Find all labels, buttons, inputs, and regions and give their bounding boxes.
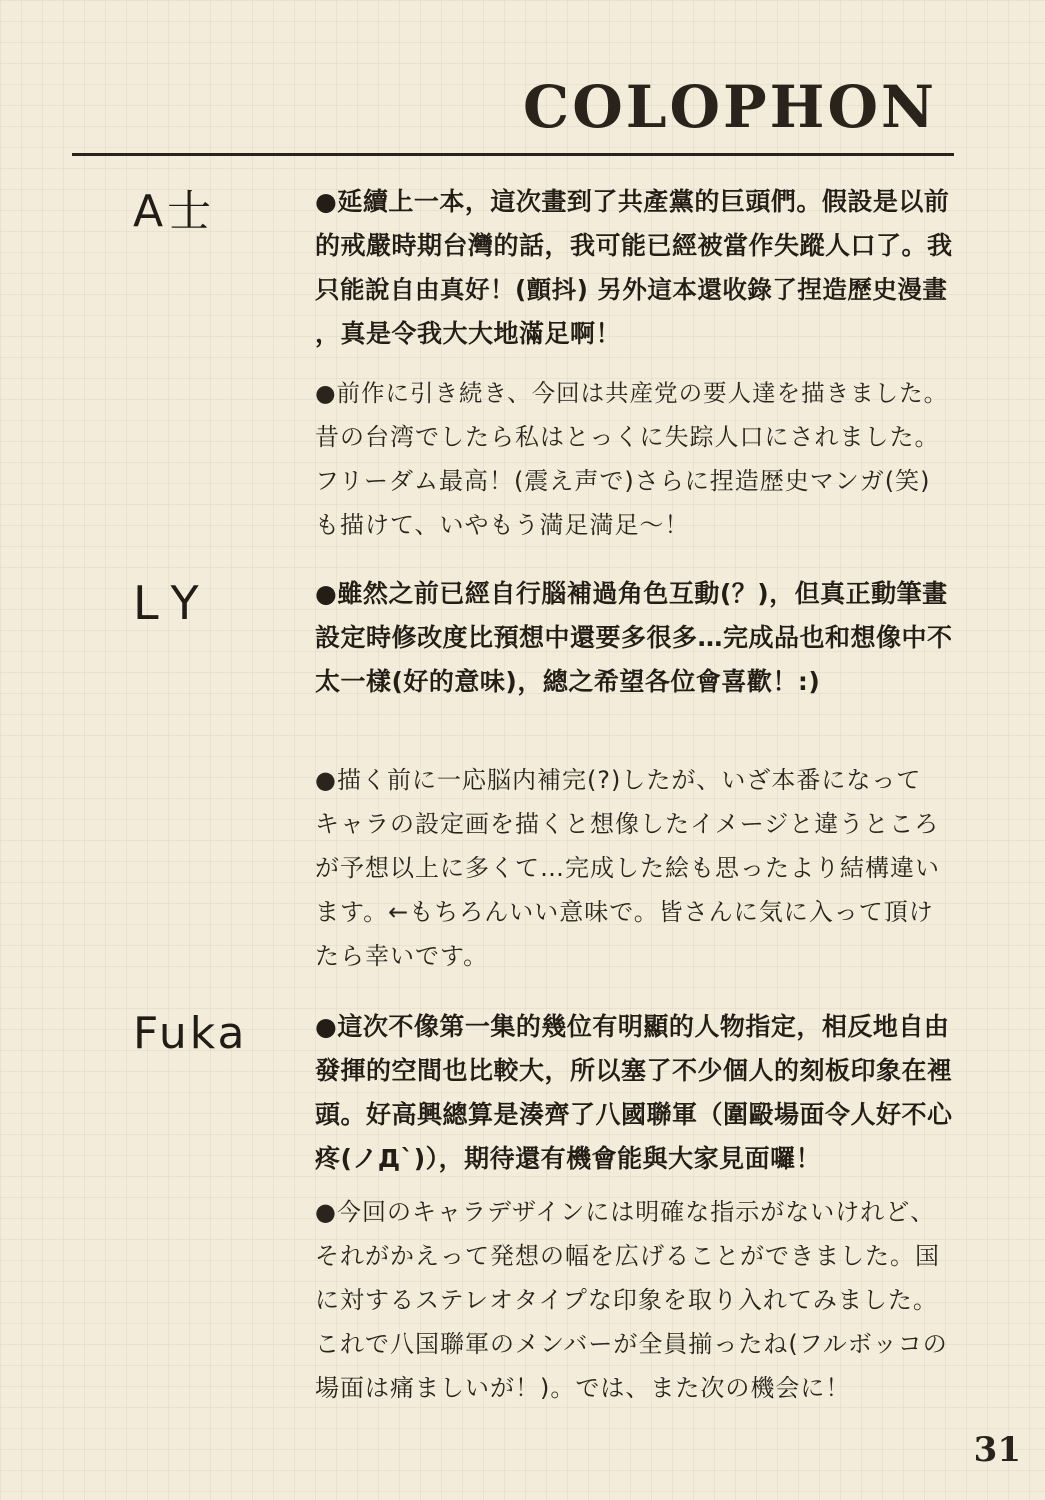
text-line: 頭。好高興總算是湊齊了八國聯軍（圍毆場面令人好不心 (315, 1100, 953, 1129)
text-line: ●這次不像第一集的幾位有明顯的人物指定，相反地自由 (315, 1012, 950, 1041)
author-ly-chinese-note (315, 572, 955, 704)
text-line: 太一樣(好的意味)，總之希望各位會喜歡！:) (315, 667, 821, 696)
text-line: に対するステレオタイプな印象を取り入れてみました。 (315, 1286, 938, 1314)
text-line: 只能說自由真好！(顫抖) 另外這本還收錄了捏造歷史漫畫 (315, 275, 948, 304)
text-line: ます。←もちろんいい意味で。皆さんに気に入って頂け (315, 898, 934, 926)
text-line: 場面は痛ましいが！)。では、また次の機会に！ (315, 1374, 851, 1402)
text-line: 疼(ノД`)），期待還有機會能與大家見面囉！ (315, 1144, 822, 1173)
author-ly-japanese-note (315, 758, 955, 978)
text-line: 設定時修改度比預想中還要多很多…完成品也和想像中不 (315, 623, 953, 652)
text-line: フリーダム最高！(震え声で)さらに捏造歴史マンガ(笑) (315, 467, 931, 495)
text-line: これで八国聯軍のメンバーが全員揃ったね(フルボッコの (315, 1330, 948, 1358)
text-line: が予想以上に多くて…完成した絵も思ったより結構違い (315, 854, 940, 882)
author-a-chinese-note (315, 180, 955, 356)
author-a-japanese-note (315, 371, 955, 547)
author-name-fuka: Fuka (133, 1008, 248, 1059)
text-line: ●今回のキャラデザインには明確な指示がないけれど、 (315, 1198, 936, 1226)
author-name-ly: LY (133, 576, 217, 630)
text-line: も描けて、いやもう満足満足～！ (315, 511, 690, 539)
text-line: 昔の台湾でしたら私はとっくに失踪人口にされました。 (315, 423, 940, 451)
text-line: ●延續上一本，這次畫到了共產黨的巨頭們。假設是以前 (315, 187, 950, 216)
text-line: ●前作に引き続き、今回は共産党の要人達を描きました。 (315, 379, 949, 407)
text-line: ，真是令我大大地滿足啊！ (315, 319, 622, 348)
page-number: 31 (973, 1430, 1021, 1470)
title-divider (72, 153, 954, 156)
text-line: 的戒嚴時期台灣的話，我可能已經被當作失蹤人口了。我 (315, 231, 953, 260)
author-fuka-chinese-note (315, 1005, 955, 1181)
author-name-a: A士 (133, 186, 216, 237)
text-line: ●雖然之前已經自行腦補過角色互動(？)，但真正動筆畫 (315, 579, 948, 608)
text-line: キャラの設定画を描くと想像したイメージと違うところ (315, 810, 940, 838)
text-line: それがかえって発想の幅を広げることができました。国 (315, 1242, 940, 1270)
text-line: たら幸いです。 (315, 942, 489, 970)
author-fuka-japanese-note (315, 1190, 955, 1410)
text-line: 發揮的空間也比較大，所以塞了不少個人的刻板印象在裡 (315, 1056, 953, 1085)
page-title: COLOPHON (523, 73, 937, 141)
text-line: ●描く前に一応脳内補完(?)したが、いざ本番になって (315, 766, 922, 794)
